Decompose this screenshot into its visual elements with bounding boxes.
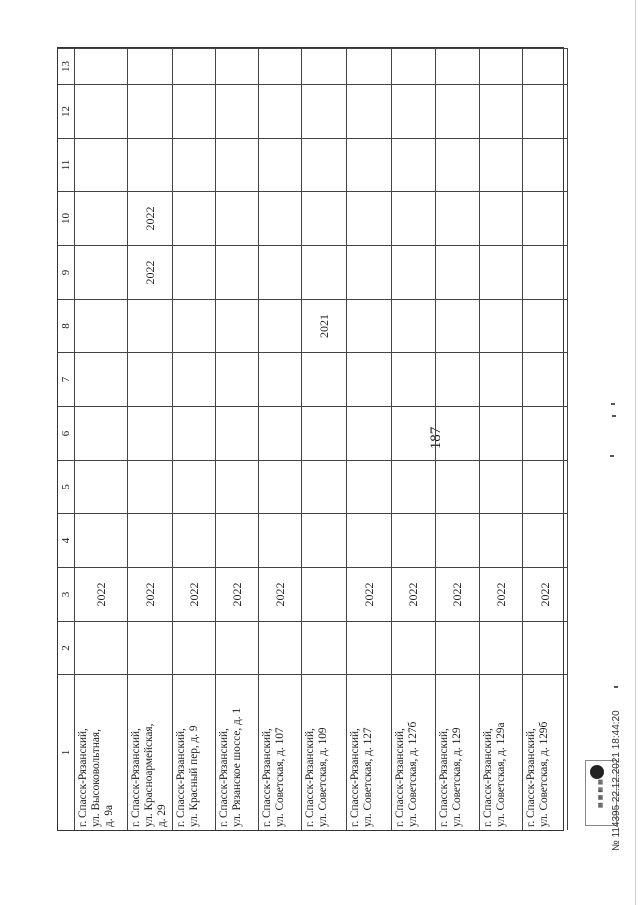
address-cell: г. Спасск-Рязанский, ул. Красный пер, д. 9 <box>173 674 215 830</box>
table-row <box>523 48 568 830</box>
scan-mark <box>611 403 615 405</box>
table-cell <box>259 48 301 84</box>
table-cell: 2022 <box>347 567 391 621</box>
table-cell: 2022 <box>436 567 479 621</box>
table-cell <box>216 245 258 299</box>
table-cell <box>128 84 172 138</box>
table-cell <box>216 84 258 138</box>
table-cell <box>523 299 567 352</box>
table-cell: 2022 <box>216 567 258 621</box>
table-cell: 2022 <box>392 567 435 621</box>
table-cell <box>480 406 522 460</box>
table-row <box>128 48 173 830</box>
table-cell: 2022 <box>75 567 127 621</box>
schedule-table <box>57 47 564 831</box>
table-cell <box>173 138 215 191</box>
table-cell <box>128 621 172 674</box>
table-cell <box>302 513 346 567</box>
table-cell <box>347 191 391 245</box>
column-header: 1 <box>58 674 75 830</box>
table-cell: 2022 <box>128 245 172 299</box>
table-cell <box>436 406 479 460</box>
table-cell <box>436 621 479 674</box>
table-cell: 2022 <box>480 567 522 621</box>
table-cell <box>347 513 391 567</box>
table-cell <box>302 245 346 299</box>
table-cell <box>392 48 435 84</box>
column-header: 13 <box>58 48 75 84</box>
table-cell <box>75 460 127 513</box>
table-cell <box>173 513 215 567</box>
table-cell <box>173 84 215 138</box>
table-cell <box>347 621 391 674</box>
column-header: 6 <box>58 406 75 460</box>
table-cell <box>75 191 127 245</box>
table-cell <box>75 299 127 352</box>
table-cell <box>75 513 127 567</box>
page-number: 187 <box>428 426 444 450</box>
column-header: 2 <box>58 621 75 674</box>
table-cell <box>347 460 391 513</box>
table-cell: 2022 <box>128 191 172 245</box>
table-cell <box>392 621 435 674</box>
table-cell <box>302 138 346 191</box>
table-cell: 2022 <box>259 567 301 621</box>
table-row <box>302 48 347 830</box>
table-row <box>392 48 436 830</box>
table-cell <box>75 406 127 460</box>
column-header: 5 <box>58 460 75 513</box>
table-cell <box>523 245 567 299</box>
column-header: 7 <box>58 352 75 406</box>
table-cell <box>302 191 346 245</box>
table-cell <box>392 191 435 245</box>
table-cell <box>173 191 215 245</box>
stamp-emblem-icon <box>590 765 604 779</box>
table-cell <box>436 138 479 191</box>
address-cell: г. Спасск-Рязанский, ул. Рязанское шоссе, д. 1 <box>216 674 258 830</box>
table-cell <box>523 460 567 513</box>
table-cell <box>302 567 346 621</box>
table-cell <box>216 513 258 567</box>
table-row <box>347 48 392 830</box>
table-cell <box>216 352 258 406</box>
table-cell <box>173 299 215 352</box>
table-cell <box>480 299 522 352</box>
table-cell <box>436 245 479 299</box>
table-cell <box>128 299 172 352</box>
scan-mark <box>612 415 616 417</box>
table-cell <box>259 513 301 567</box>
table-cell <box>392 138 435 191</box>
table-cell <box>392 513 435 567</box>
table-cell <box>259 245 301 299</box>
table-cell <box>347 138 391 191</box>
table-cell <box>128 513 172 567</box>
table-cell <box>259 460 301 513</box>
table-cell <box>392 84 435 138</box>
table-cell <box>75 245 127 299</box>
table-cell: 2022 <box>523 567 567 621</box>
table-cell <box>436 48 479 84</box>
table-row <box>259 48 302 830</box>
table-cell <box>347 84 391 138</box>
table-cell <box>128 138 172 191</box>
table-cell <box>259 138 301 191</box>
table-cell <box>392 299 435 352</box>
table-cell <box>347 245 391 299</box>
address-cell: г. Спасск-Рязанский, ул. Советская, д. 129 <box>436 674 479 830</box>
table-cell <box>480 460 522 513</box>
scan-mark <box>614 686 618 688</box>
table-cell <box>480 352 522 406</box>
table-cell <box>436 352 479 406</box>
address-cell: г. Спасск-Рязанский, ул. Советская, д. 127б <box>392 674 435 830</box>
table-cell <box>259 621 301 674</box>
table-cell <box>75 352 127 406</box>
address-cell: г. Спасск-Рязанский, ул. Советская, д. 107 <box>259 674 301 830</box>
table-cell <box>523 406 567 460</box>
table-cell <box>173 406 215 460</box>
schedule-table-rotated <box>58 48 563 830</box>
table-cell <box>480 138 522 191</box>
table-cell <box>173 621 215 674</box>
address-cell: г. Спасск-Рязанский, ул. Советская, д. 109 <box>302 674 346 830</box>
table-cell <box>302 460 346 513</box>
column-header: 11 <box>58 138 75 191</box>
table-cell <box>436 460 479 513</box>
table-cell <box>347 299 391 352</box>
table-cell <box>173 48 215 84</box>
table-cell <box>480 191 522 245</box>
table-cell <box>347 406 391 460</box>
table-cell <box>128 460 172 513</box>
table-cell <box>259 352 301 406</box>
table-cell <box>75 138 127 191</box>
table-cell <box>523 48 567 84</box>
table-cell <box>128 48 172 84</box>
table-cell <box>216 138 258 191</box>
column-header: 4 <box>58 513 75 567</box>
table-cell <box>480 245 522 299</box>
address-cell: г. Спасск-Рязанский, ул. Высоковольтная, д. 9а <box>75 674 127 830</box>
table-cell <box>75 48 127 84</box>
column-header: 12 <box>58 84 75 138</box>
table-cell <box>216 48 258 84</box>
table-cell <box>480 621 522 674</box>
table-row <box>216 48 259 830</box>
table-cell <box>480 84 522 138</box>
column-header: 9 <box>58 245 75 299</box>
table-cell <box>216 406 258 460</box>
table-cell <box>128 352 172 406</box>
table-row <box>173 48 216 830</box>
scan-mark <box>610 455 614 457</box>
table-cell <box>523 513 567 567</box>
column-header: 10 <box>58 191 75 245</box>
table-cell <box>173 352 215 406</box>
table-cell <box>523 191 567 245</box>
table-cell <box>216 299 258 352</box>
table-cell <box>523 138 567 191</box>
table-cell: 2021 <box>302 299 346 352</box>
table-cell <box>259 84 301 138</box>
table-cell <box>173 460 215 513</box>
table-cell <box>216 460 258 513</box>
table-cell <box>302 84 346 138</box>
table-cell <box>523 621 567 674</box>
table-cell <box>259 299 301 352</box>
table-cell <box>259 406 301 460</box>
table-cell <box>436 299 479 352</box>
table-cell <box>480 48 522 84</box>
address-cell: г. Спасск-Рязанский, ул. Красноармейская, д. 29 <box>128 674 172 830</box>
table-cell <box>436 513 479 567</box>
table-row <box>436 48 480 830</box>
table-cell <box>75 621 127 674</box>
table-cell <box>436 191 479 245</box>
table-cell <box>216 191 258 245</box>
column-header: 3 <box>58 567 75 621</box>
table-cell <box>302 406 346 460</box>
registration-number: № 114395 22.12.2021 18:44:20 <box>611 710 622 851</box>
table-cell: 2022 <box>173 567 215 621</box>
table-cell <box>347 48 391 84</box>
table-cell <box>392 352 435 406</box>
table-cell <box>480 513 522 567</box>
address-cell: г. Спасск-Рязанский, ул. Советская, д. 129б <box>523 674 567 830</box>
table-cell <box>523 352 567 406</box>
table-cell: 2022 <box>128 567 172 621</box>
address-cell: г. Спасск-Рязанский, ул. Советская, д. 129а <box>480 674 522 830</box>
table-cell <box>173 245 215 299</box>
table-cell <box>75 84 127 138</box>
table-cell <box>347 352 391 406</box>
table-cell <box>302 621 346 674</box>
table-cell <box>392 245 435 299</box>
table-cell <box>216 621 258 674</box>
page-edge-line <box>635 0 636 905</box>
table-cell <box>392 460 435 513</box>
table-cell <box>302 48 346 84</box>
table-cell <box>259 191 301 245</box>
column-header: 8 <box>58 299 75 352</box>
registry-stamp: ▦ ▦ ▦ ▦ <box>585 760 617 826</box>
table-cell <box>302 352 346 406</box>
address-cell: г. Спасск-Рязанский, ул. Советская, д. 127 <box>347 674 391 830</box>
table-cell <box>392 406 435 460</box>
table-row <box>75 48 128 830</box>
table-cell <box>128 406 172 460</box>
table-cell <box>436 84 479 138</box>
table-row <box>480 48 523 830</box>
table-cell <box>523 84 567 138</box>
